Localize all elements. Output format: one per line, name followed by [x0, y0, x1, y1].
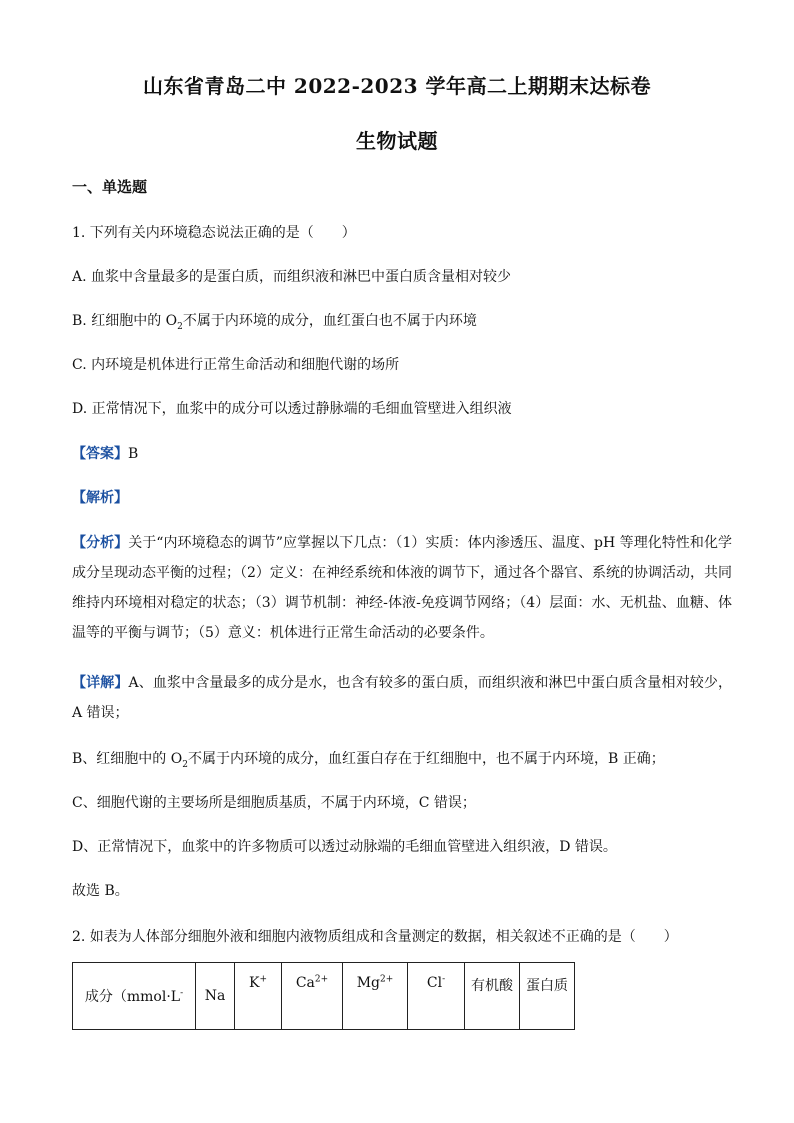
fenxi-paragraph: [72, 528, 732, 648]
header-text: 蛋白质: [526, 978, 568, 994]
header-sup: -: [180, 988, 184, 999]
table-row: [73, 963, 575, 1030]
table-header-cell: [343, 963, 408, 1030]
header-sup: 2+: [314, 974, 329, 985]
document-title: 山东省青岛二中 2022-2023 学年高二上期期末达标卷: [142, 74, 652, 98]
question-1-option-d: D. 正常情况下，血浆中的成分可以透过静脉端的毛细血管壁进入组织液: [72, 401, 512, 417]
section-heading: 一、单选题: [72, 178, 148, 196]
table-header-cell: [408, 963, 465, 1030]
conclusion: 故选 B。: [72, 883, 129, 899]
header-sup: 2+: [380, 974, 394, 985]
table-header-cell: [196, 963, 235, 1030]
header-sup: -: [442, 974, 446, 985]
header-text: Mg: [356, 975, 380, 991]
header-text: Cl: [426, 975, 443, 991]
answer-label: 【答案】: [72, 446, 128, 462]
table-header-cell: [73, 963, 196, 1030]
question-2-stem: 2. 如表为人体部分细胞外液和细胞内液物质组成和含量测定的数据，相关叙述不正确的是（ ）: [72, 929, 678, 945]
composition-table: [72, 962, 575, 1030]
header-text: K: [248, 975, 260, 991]
xiangjie-c: C、细胞代谢的主要场所是细胞质基质，不属于内环境，C 错误；: [72, 795, 476, 811]
document-subtitle: 生物试题: [356, 129, 438, 153]
table-header-cell: [282, 963, 343, 1030]
header-text: 有机酸: [471, 978, 513, 994]
answer-line: [72, 443, 138, 463]
table-header-cell: [235, 963, 282, 1030]
xiangjie-b-text-2: 不属于内环境的成分，血红蛋白存在于红细胞中，也不属于内环境，B 正确；: [187, 751, 665, 767]
xiangjie-paragraph-a: [72, 668, 732, 728]
xiangjie-label: 【详解】: [72, 675, 129, 691]
answer-value: B: [128, 446, 139, 462]
table-header-cell: [520, 963, 575, 1030]
xiangjie-b-text-1: B、红细胞中的 O: [72, 751, 183, 767]
header-text: Ca: [295, 975, 315, 991]
question-1-option-a: A. 血浆中含量最多的是蛋白质，而组织液和淋巴中蛋白质含量相对较少: [72, 269, 512, 285]
option-b-text-2: 不属于内环境的成分，血红蛋白也不属于内环境: [182, 313, 477, 329]
fenxi-label: 【分析】: [72, 535, 129, 551]
question-1-option-c: C. 内环境是机体进行正常生命活动和细胞代谢的场所: [72, 357, 400, 373]
option-b-text-1: B. 红细胞中的 O: [72, 313, 178, 329]
xiangjie-b: [72, 748, 665, 768]
analysis-heading: [72, 487, 128, 507]
header-sup: +: [259, 974, 267, 985]
table-header-cell: [465, 963, 520, 1030]
xiangjie-b-subscript: 2: [182, 759, 188, 770]
question-1-stem: 1. 下列有关内环境稳态说法正确的是（ ）: [72, 225, 356, 241]
fenxi-text: 关于“内环境稳态的调节”应掌握以下几点：（1）实质：体内渗透压、温度、pH 等理化特性和化学成分呈现动态平衡的过程；（2）定义：在神经系统和体液的调节下，通过各个器官、系统的协调活动，共同维持内环境相对稳定的状态；（3）调节机制：神经-体液-免疫调节网络；（4）层面：水、无机盐、血糖、体温等的平衡与调节；（5）意义：机体进行正常生命活动的必要条件。: [72, 535, 733, 641]
analysis-label: 【解析】: [72, 490, 128, 506]
header-text: 成分（mmol·L: [84, 989, 181, 1005]
header-text: Na: [204, 988, 226, 1004]
option-b-subscript: 2: [177, 321, 183, 332]
xiangjie-a-text: A、血浆中含量最多的成分是水，也含有较多的蛋白质，而组织液和淋巴中蛋白质含量相对较少，A 错误；: [72, 675, 733, 721]
xiangjie-d: D、正常情况下，血浆中的许多物质可以透过动脉端的毛细血管壁进入组织液，D 错误。: [72, 839, 617, 855]
question-1-option-b: [72, 310, 477, 330]
